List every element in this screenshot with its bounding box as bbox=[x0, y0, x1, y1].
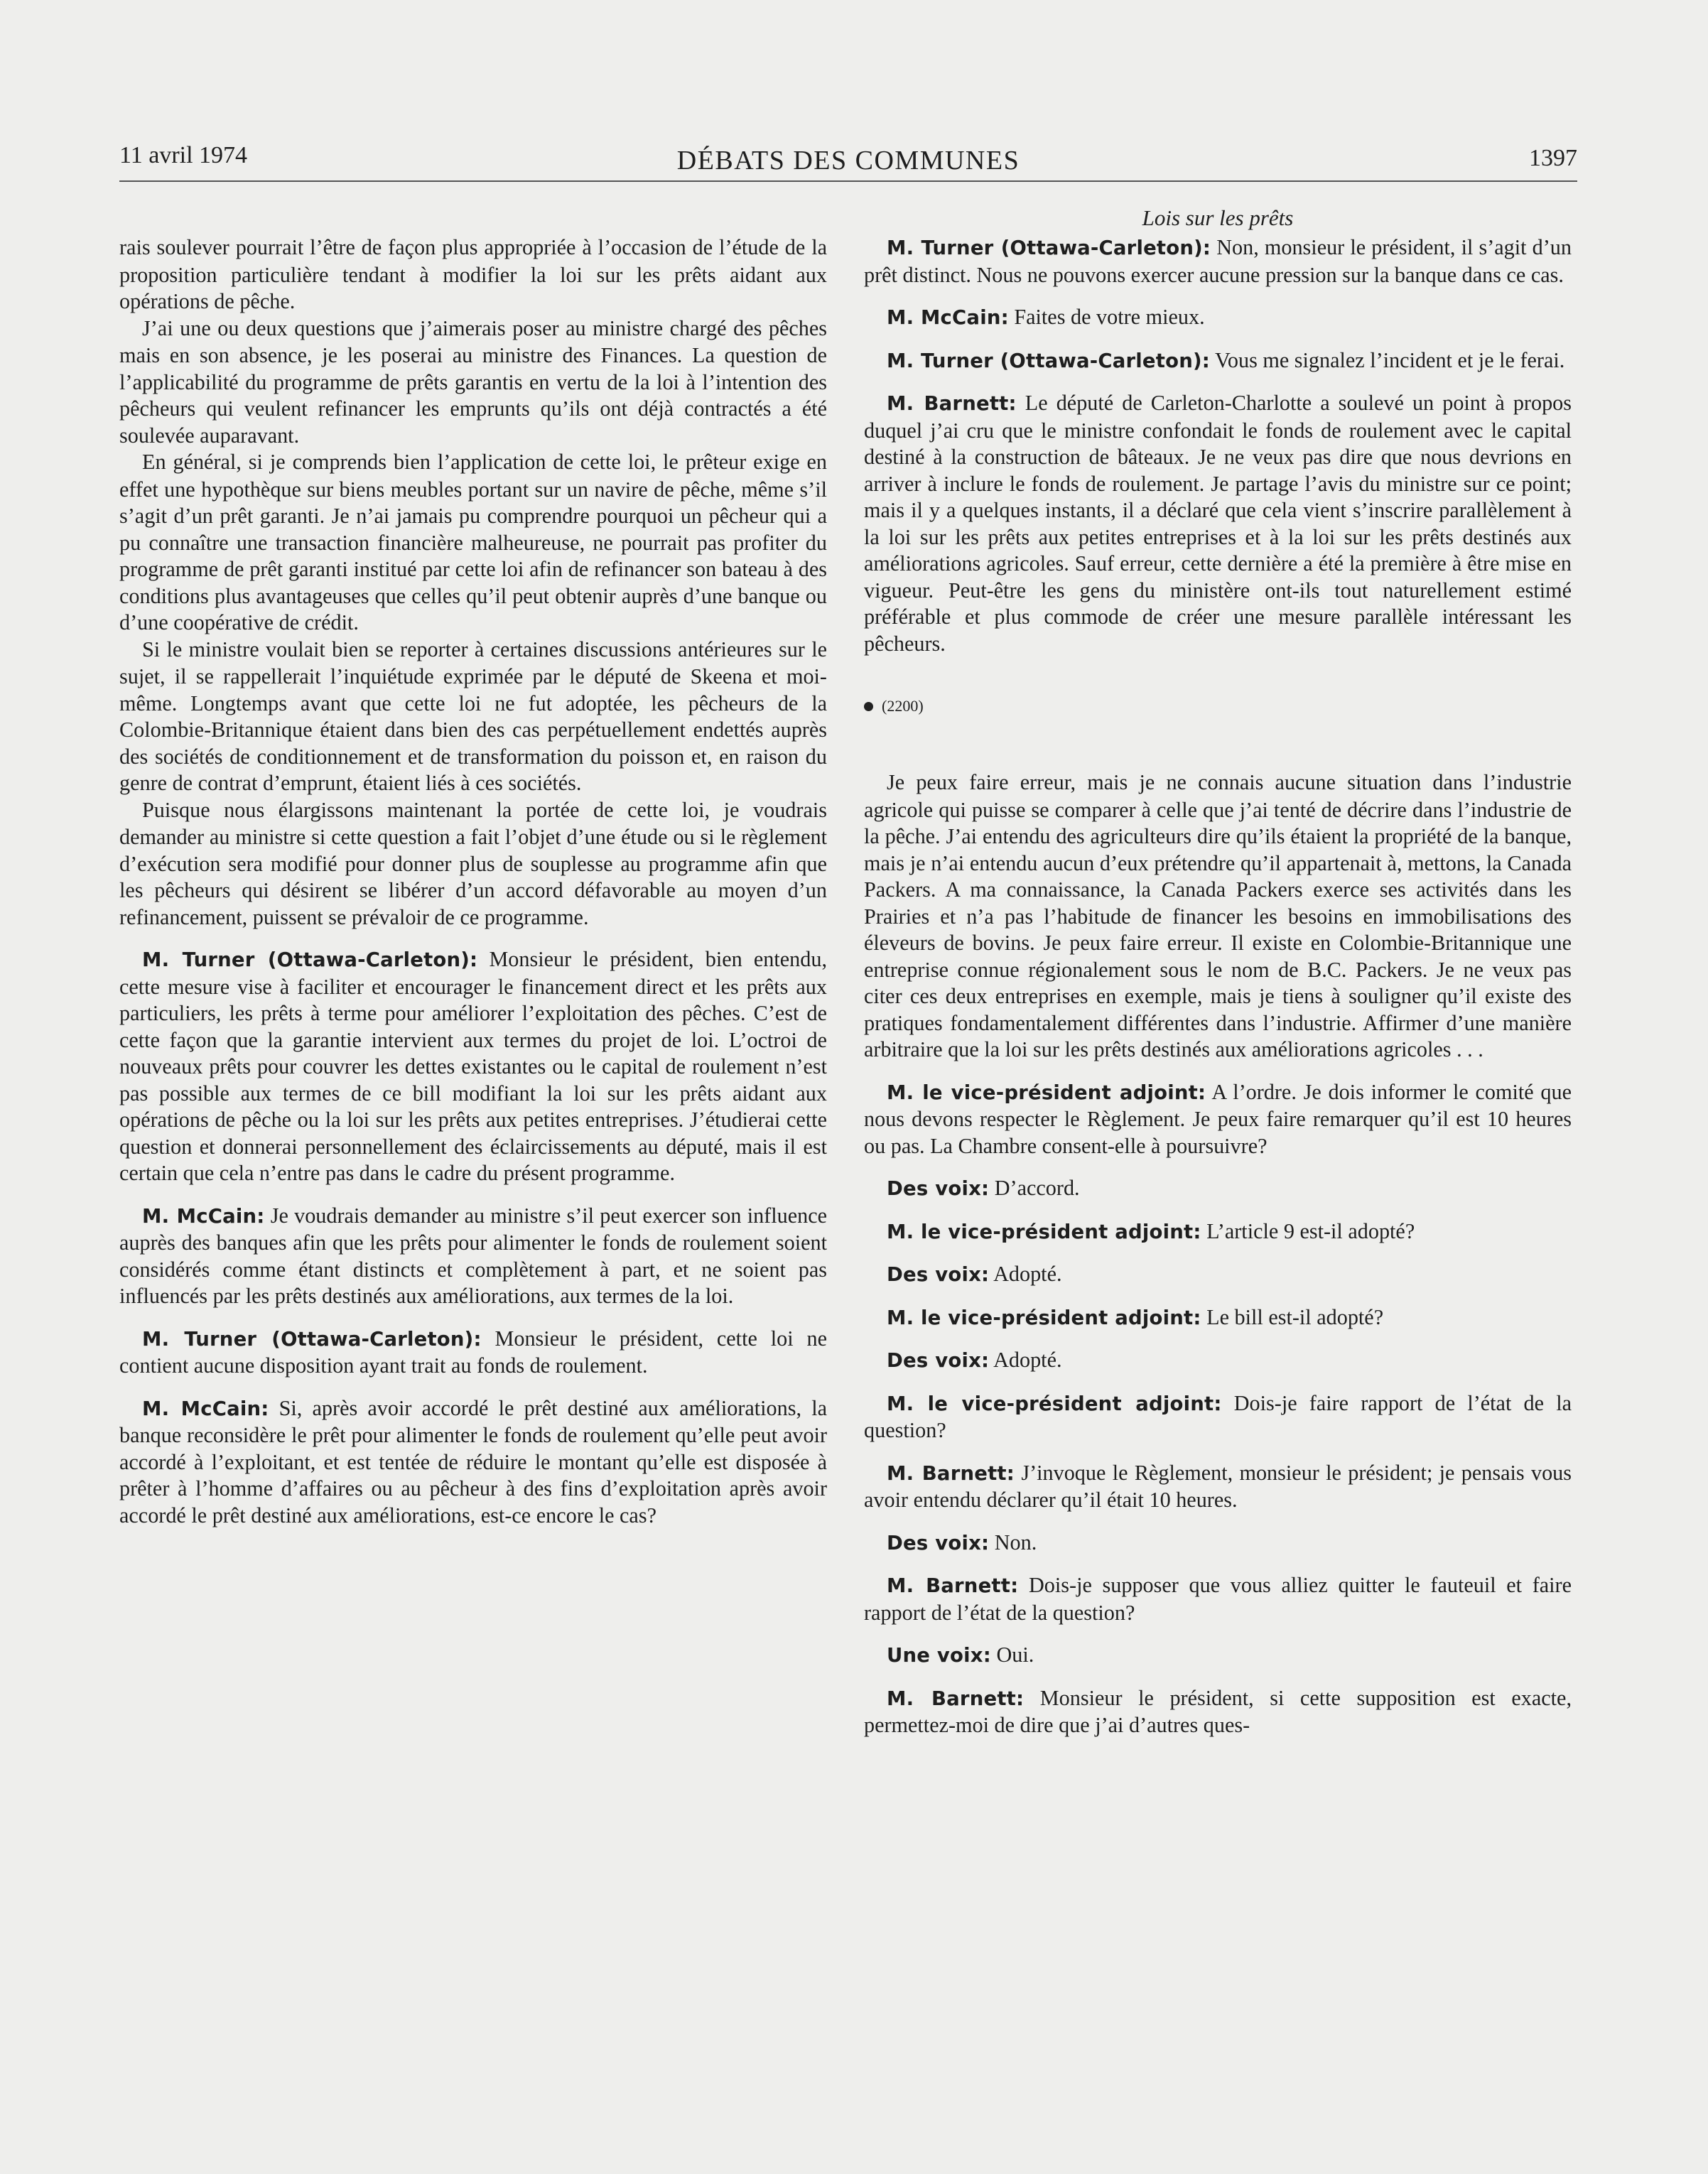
header-date: 11 avril 1974 bbox=[119, 142, 248, 168]
paragraph-text: Je voudrais demander au ministre s’il peut exercer son influence auprès des banques afin que les prêts pour alimenter le fonds de roulement soient considérés comme étant distincts et complètement à part, et ne soient pas influencés par les prêts destinés aux améliorations, aux termes de la loi. bbox=[119, 1203, 827, 1308]
speaker-name: Des voix: bbox=[887, 1349, 990, 1372]
paragraph-text: Dois-je faire rapport de l’état de la question? bbox=[864, 1390, 1572, 1442]
paragraph-text: Le bill est-il adopté? bbox=[1206, 1304, 1384, 1329]
timestamp-text: (2200) bbox=[882, 697, 924, 715]
paragraph-text: Monsieur le président, cette loi ne contient aucune disposition ayant trait au fonds de roulement. bbox=[119, 1326, 827, 1378]
paragraph bbox=[119, 234, 827, 315]
speaker-name: M. le vice-président adjoint: bbox=[887, 1306, 1201, 1329]
time-marker bbox=[864, 696, 1572, 717]
speaker-name: Une voix: bbox=[887, 1644, 991, 1667]
paragraph-text: Faites de votre mieux. bbox=[1014, 305, 1205, 329]
speech-paragraph bbox=[864, 1460, 1572, 1514]
speech-paragraph bbox=[864, 1304, 1572, 1332]
speaker-name: M. McCain: bbox=[142, 1397, 269, 1420]
speech-paragraph bbox=[119, 946, 827, 1187]
speaker-name: M. McCain: bbox=[142, 1204, 265, 1228]
paragraph-text: L’article 9 est-il adopté? bbox=[1206, 1218, 1415, 1243]
paragraph-text: D’accord. bbox=[994, 1176, 1080, 1200]
paragraph bbox=[119, 315, 827, 450]
paragraph-text: Puisque nous élargissons maintenant la portée de cette loi, je voudrais demander au ministre si cette question a fait l’objet d’une étude ou si le règlement d’exécution sera modifié pour donner plus de souplesse au programme afin que les pêcheurs qui désirent se libérer d’un accord défavorable au moyen d’un refinancement, puissent se prévaloir de ce programme. bbox=[119, 797, 827, 929]
speaker-name: M. McCain: bbox=[887, 306, 1009, 329]
speaker-name: M. le vice-président adjoint: bbox=[887, 1392, 1222, 1415]
speech-paragraph bbox=[864, 1261, 1572, 1289]
speaker-name: M. Barnett: bbox=[887, 1574, 1019, 1597]
speaker-name: M. Barnett: bbox=[887, 1687, 1025, 1710]
paragraph-text: A l’ordre. Je dois informer le comité que nous devons respecter le Règlement. Je peux faire remarquer qu’il est 10 heures ou pas. La Chambre consent-elle à poursuivre? bbox=[864, 1079, 1572, 1158]
header-title: DÉBATS DES COMMUNES bbox=[676, 146, 1020, 175]
speaker-name: M. Turner (Ottawa-Carleton): bbox=[887, 237, 1211, 259]
paragraph-text: Dois-je supposer que vous alliez quitter le fauteuil et faire rapport de l’état de la question? bbox=[864, 1573, 1572, 1625]
paragraph-text: Monsieur le président, bien entendu, cette mesure vise à faciliter et encourager le financement direct et les prêts aux particuliers, les prêts à terme pour améliorer l’exploitation des pêches. C’est de cette façon que la garantie intervient aux termes du projet de loi. L’octroi de nouveaux prêts pour couvrer les dettes existantes ou le capital de roulement n’est pas possible aux termes de ce bill modifiant la loi sur les prêts aidant aux opérations de pêche ou la loi sur les prêts aux petites entreprises. J’étudierai cette question et donnerai personnellement des éclaircissements au député, mais il est certain que cela n’entre pas dans le cadre du présent programme. bbox=[119, 947, 827, 1185]
speech-paragraph bbox=[864, 1685, 1572, 1739]
paragraph-text: En général, si je comprends bien l’application de cette loi, le prêteur exige en effet une hypothèque sur biens meubles portant sur un navire de pêche, même s’il s’agit d’un prêt garanti. Je n’ai jamais pu comprendre pourquoi un pêcheur qui a pu connaître une transaction financière malheureuse, ne pourrait pas profiter du programme de prêt garanti institué par cette loi afin de refinancer son bateau à des conditions plus avantageuses que celles qu’il peut obtenir auprès d’une banque ou d’une coopérative de crédit. bbox=[119, 450, 827, 634]
speech-paragraph bbox=[864, 1175, 1572, 1203]
speaker-name: M. Barnett: bbox=[887, 1461, 1015, 1485]
speech-paragraph bbox=[864, 1079, 1572, 1160]
right-column bbox=[864, 205, 1572, 1739]
speaker-name: M. Turner (Ottawa-Carleton): bbox=[142, 948, 478, 971]
paragraph-text: J’ai une ou deux questions que j’aimerais poser au ministre chargé des pêches mais en son absence, je les poserai au ministre des Finances. La question de l’applicabilité du programme de prêts garantis en vertu de la loi à l’intention des pêcheurs qui veulent refinancer les emprunts qu’ils ont déjà contractés a été soulevée auparavant. bbox=[119, 315, 827, 448]
paragraph-text: J’invoque le Règlement, monsieur le président; je pensais vous avoir entendu déclarer qu’il était 10 heures. bbox=[864, 1460, 1572, 1512]
bullet-icon bbox=[864, 702, 873, 711]
paragraph-text: Adopté. bbox=[993, 1262, 1062, 1286]
speech-paragraph bbox=[864, 1218, 1572, 1246]
speaker-name: Des voix: bbox=[887, 1531, 990, 1554]
paragraph-text: Monsieur le président, si cette supposition est exacte, permettez-moi de dire que j’ai d’autres ques- bbox=[864, 1685, 1572, 1737]
paragraph bbox=[119, 797, 827, 931]
paragraph-text: Si le ministre voulait bien se reporter à certaines discussions antérieures sur le sujet, il se rappellerait l’inquiétude exprimée par le député de Skeena et moi-même. Longtemps avant que cette loi ne fut adoptée, les pêcheurs de la Colombie-Britannique étaient dans bien des cas perpétuellement endettés auprès des sociétés de conditionnement et de transformation du poisson et, en raison du genre de contrat d’emprunt, étaient liés à ces sociétés. bbox=[119, 637, 827, 795]
speech-paragraph bbox=[119, 1326, 827, 1380]
speech-paragraph bbox=[864, 304, 1572, 332]
paragraph-text: rais soulever pourrait l’être de façon plus appropriée à l’occasion de l’étude de la proposition particulière tendant à modifier la loi sur les prêts aidant aux opérations de pêche. bbox=[119, 235, 827, 313]
speaker-name: M. le vice-président adjoint: bbox=[887, 1081, 1206, 1104]
speech-paragraph bbox=[864, 1390, 1572, 1444]
running-header bbox=[119, 142, 1577, 182]
speech-paragraph bbox=[864, 347, 1572, 375]
paragraph bbox=[119, 637, 827, 797]
speaker-name: M. le vice-président adjoint: bbox=[887, 1220, 1201, 1243]
speech-paragraph bbox=[864, 1347, 1572, 1375]
paragraph-text: Le député de Carleton-Charlotte a soulevé un point à propos duquel j’ai cru que le ministre confondait le fonds de roulement avec le capital destiné à la construction de bâteaux. Je ne veux pas dire que nous devrions en arriver à inclure le fonds de roulement. Je partage l’avis du ministre sur ce point; mais il y a quelques instants, il a déclaré que cela vient s’inscrire parallèlement à la loi sur les prêts aux petites entreprises et à la loi sur les prêts destinés aux améliorations agricoles. Sauf erreur, cette dernière a été la première à être mise en vigueur. Peut-être les gens du ministère ont-ils tout naturellement estimé préférable et plus commode de créer une mesure parallèle intéressant les pêcheurs. bbox=[864, 391, 1572, 656]
speech-paragraph bbox=[864, 1572, 1572, 1626]
speaker-name: M. Turner (Ottawa-Carleton): bbox=[142, 1327, 482, 1351]
speech-paragraph bbox=[864, 1642, 1572, 1670]
header-rule bbox=[119, 180, 1577, 182]
paragraph-text: Je peux faire erreur, mais je ne connais aucune situation dans l’industrie agricole qui puisse se comparer à celle que j’ai tenté de décrire dans l’industrie de la pêche. J’ai entendu des agriculteurs dire qu’ils étaient la propriété de la banque, mais je n’ai entendu aucun d’eux prétendre qu’il appartenait à, mettons, la Canada Packers. A ma connaissance, la Canada Packers exerce ses activités dans les Prairies et n’a pas l’habitude de financer les besoins en immobilisations des éleveurs de bovins. Je peux faire erreur. Il existe en Colombie-Britannique une entreprise connue régionalement sous le nom de B.C. Packers. Je ne veux pas citer ces deux entreprises en exemple, mais je tiens à souligner qu’il existe des pratiques fondamentalement différentes dans l’industrie. Affirmer d’une manière arbitraire que la loi sur les prêts destinés aux améliorations agricoles . . . bbox=[864, 770, 1572, 1061]
paragraph bbox=[864, 769, 1572, 1064]
speech-paragraph bbox=[864, 1530, 1572, 1557]
speech-paragraph bbox=[864, 234, 1572, 288]
paragraph-text: Si, après avoir accordé le prêt destiné aux améliorations, la banque reconsidère le prêt pour alimenter le fonds de roulement qu’elle peut avoir accordé à l’exploitant, et est tentée de réduire le montant qu’elle est disposée à prêter à l’homme d’affaires ou au pêcheur à des fins d’exploitation après avoir accordé le prêt destiné aux améliorations, est-ce encore le cas? bbox=[119, 1395, 827, 1527]
speaker-name: Des voix: bbox=[887, 1263, 990, 1286]
subject-heading: Lois sur les prêts bbox=[1142, 205, 1294, 230]
paragraph-text: Non. bbox=[994, 1530, 1037, 1554]
page-number: 1397 bbox=[1529, 145, 1577, 171]
paragraph-text: Adopté. bbox=[993, 1348, 1062, 1372]
speech-paragraph bbox=[119, 1203, 827, 1310]
speech-paragraph bbox=[864, 390, 1572, 657]
speaker-name: M. Turner (Ottawa-Carleton): bbox=[887, 349, 1210, 372]
paragraph-text: Non, monsieur le président, il s’agit d’un prêt distinct. Nous ne pouvons exercer aucune pression sur la banque dans ce cas. bbox=[864, 235, 1572, 287]
paragraph-text: Vous me signalez l’incident et je le ferai. bbox=[1214, 347, 1565, 372]
paragraph bbox=[119, 449, 827, 637]
paragraph-text: Oui. bbox=[996, 1643, 1034, 1667]
speaker-name: Des voix: bbox=[887, 1177, 990, 1200]
speech-paragraph bbox=[119, 1395, 827, 1530]
left-column bbox=[119, 234, 827, 1529]
speaker-name: M. Barnett: bbox=[887, 392, 1017, 415]
